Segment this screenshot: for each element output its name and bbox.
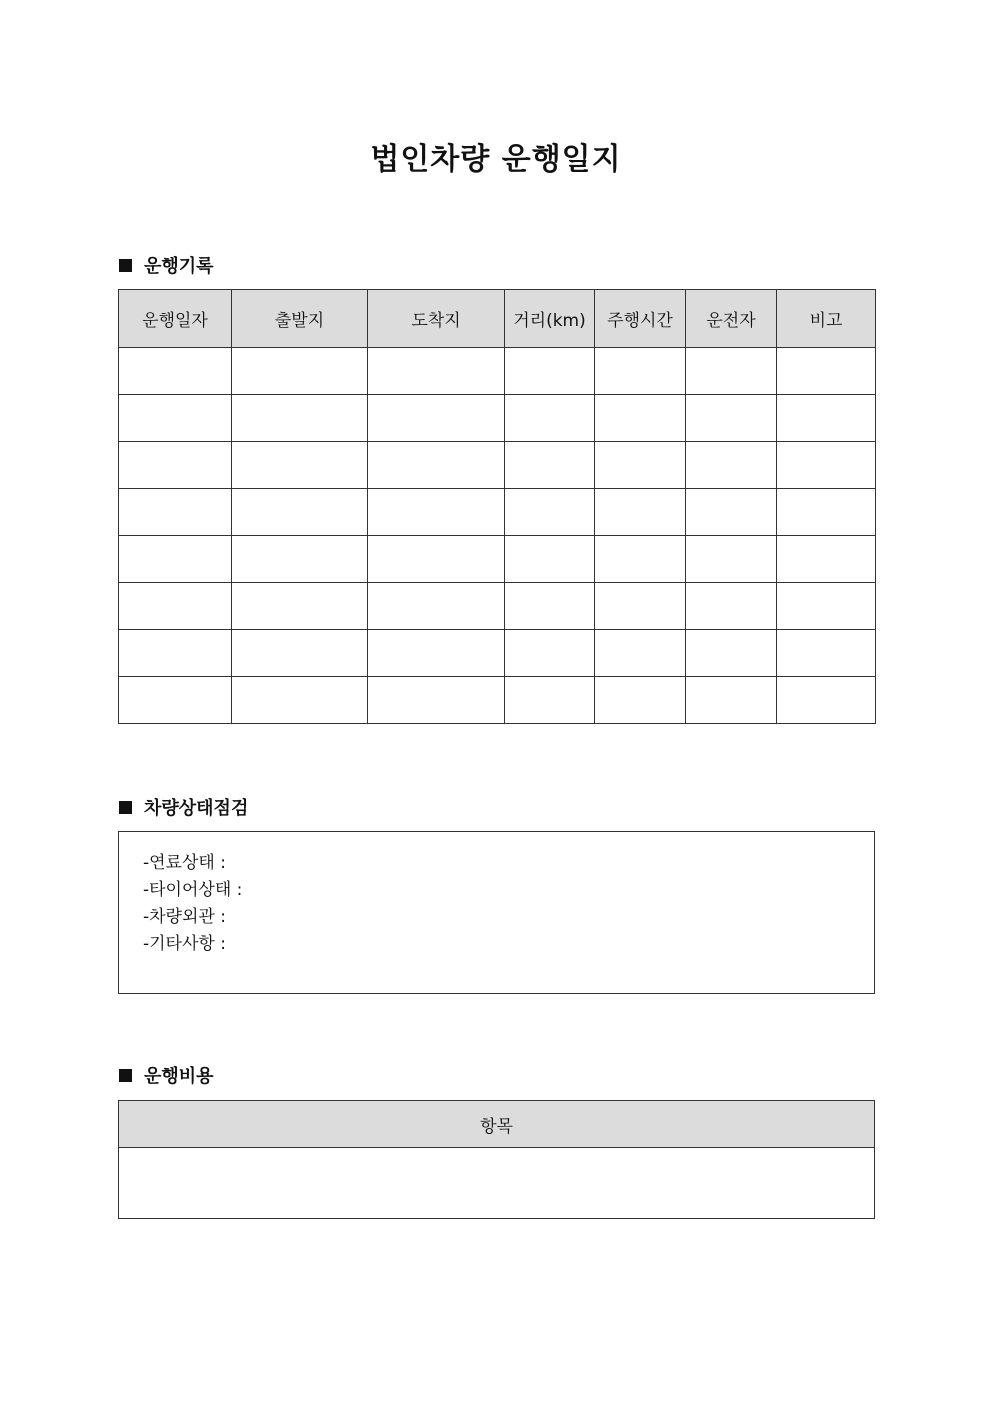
- table-cell[interactable]: [119, 489, 232, 536]
- square-bullet-icon: [119, 259, 132, 272]
- table-cell[interactable]: [777, 630, 876, 677]
- table-cell[interactable]: [368, 536, 505, 583]
- cost-item-cell[interactable]: [119, 1148, 875, 1219]
- table-cell[interactable]: [686, 583, 777, 630]
- table-cell[interactable]: [686, 630, 777, 677]
- section-heading-cost-label: 운행비용: [144, 1066, 214, 1087]
- table-cell[interactable]: [777, 395, 876, 442]
- table-row: [119, 630, 876, 677]
- table-row: [119, 583, 876, 630]
- table-cell[interactable]: [777, 677, 876, 724]
- table-cell[interactable]: [686, 348, 777, 395]
- table-cell[interactable]: [505, 348, 595, 395]
- table-cell[interactable]: [777, 489, 876, 536]
- table-cell[interactable]: [368, 395, 505, 442]
- driving-cost-table: [118, 1100, 875, 1219]
- table-cell[interactable]: [119, 442, 232, 489]
- table-row: [119, 348, 876, 395]
- table-cell[interactable]: [368, 348, 505, 395]
- table-cell[interactable]: [595, 536, 686, 583]
- column-header-driver: 운전자: [686, 290, 777, 348]
- table-cell[interactable]: [368, 442, 505, 489]
- section-heading-log-label: 운행기록: [144, 256, 214, 277]
- check-item-tire: -타이어상태 :: [143, 880, 243, 900]
- table-cell[interactable]: [595, 348, 686, 395]
- vehicle-check-box: [118, 831, 875, 994]
- driving-log-body: [119, 348, 876, 724]
- table-cell[interactable]: [505, 583, 595, 630]
- check-item-other: -기타사항 :: [143, 934, 226, 954]
- document-title: 법인차량 운행일지: [370, 142, 622, 177]
- table-row: [119, 677, 876, 724]
- table-cell[interactable]: [595, 442, 686, 489]
- table-cell[interactable]: [686, 677, 777, 724]
- table-cell[interactable]: [595, 583, 686, 630]
- table-header-row: [119, 1101, 875, 1148]
- table-cell[interactable]: [368, 583, 505, 630]
- table-cell[interactable]: [232, 348, 368, 395]
- column-header-distance: 거리(km): [505, 290, 595, 348]
- table-cell[interactable]: [232, 395, 368, 442]
- section-heading-cost: [119, 1063, 214, 1087]
- section-heading-log: [119, 253, 214, 277]
- table-cell[interactable]: [505, 489, 595, 536]
- table-cell[interactable]: [595, 677, 686, 724]
- table-cell[interactable]: [777, 536, 876, 583]
- check-item-exterior: -차량외관 :: [143, 907, 226, 927]
- column-header-arrival: 도착지: [368, 290, 505, 348]
- table-cell[interactable]: [119, 395, 232, 442]
- table-cell[interactable]: [595, 630, 686, 677]
- table-cell[interactable]: [119, 348, 232, 395]
- table-cell[interactable]: [595, 395, 686, 442]
- table-cell[interactable]: [232, 677, 368, 724]
- column-header-driving-time: 주행시간: [595, 290, 686, 348]
- table-cell[interactable]: [505, 395, 595, 442]
- table-cell[interactable]: [119, 630, 232, 677]
- column-header-item: 항목: [119, 1101, 875, 1148]
- column-header-date: 운행일자: [119, 290, 232, 348]
- table-row: [119, 536, 876, 583]
- table-row: [119, 395, 876, 442]
- table-cell[interactable]: [505, 442, 595, 489]
- table-cell[interactable]: [505, 536, 595, 583]
- table-cell[interactable]: [368, 677, 505, 724]
- table-cell[interactable]: [777, 583, 876, 630]
- table-cell[interactable]: [119, 677, 232, 724]
- table-cell[interactable]: [777, 348, 876, 395]
- table-cell[interactable]: [232, 442, 368, 489]
- table-cell[interactable]: [505, 630, 595, 677]
- table-cell[interactable]: [595, 489, 686, 536]
- table-cell[interactable]: [119, 536, 232, 583]
- table-cell[interactable]: [686, 395, 777, 442]
- table-cell[interactable]: [368, 489, 505, 536]
- table-cell[interactable]: [232, 536, 368, 583]
- table-cell[interactable]: [686, 536, 777, 583]
- table-row: [119, 489, 876, 536]
- table-cell[interactable]: [686, 489, 777, 536]
- column-header-remarks: 비고: [777, 290, 876, 348]
- square-bullet-icon: [119, 1069, 132, 1082]
- check-item-fuel: -연료상태 :: [143, 853, 226, 873]
- column-header-departure: 출발지: [232, 290, 368, 348]
- square-bullet-icon: [119, 801, 132, 814]
- table-cell[interactable]: [119, 583, 232, 630]
- table-cell[interactable]: [368, 630, 505, 677]
- section-heading-check-label: 차량상태점검: [144, 798, 249, 819]
- table-cell[interactable]: [232, 489, 368, 536]
- table-cell[interactable]: [686, 442, 777, 489]
- table-cell[interactable]: [232, 583, 368, 630]
- table-cell[interactable]: [232, 630, 368, 677]
- table-cell[interactable]: [505, 677, 595, 724]
- section-heading-check: [119, 795, 248, 819]
- vehicle-check-list: [119, 832, 874, 958]
- table-cell[interactable]: [777, 442, 876, 489]
- driving-log-table: [118, 289, 876, 724]
- table-header-row: [119, 290, 876, 348]
- table-row: [119, 442, 876, 489]
- table-row: [119, 1148, 875, 1219]
